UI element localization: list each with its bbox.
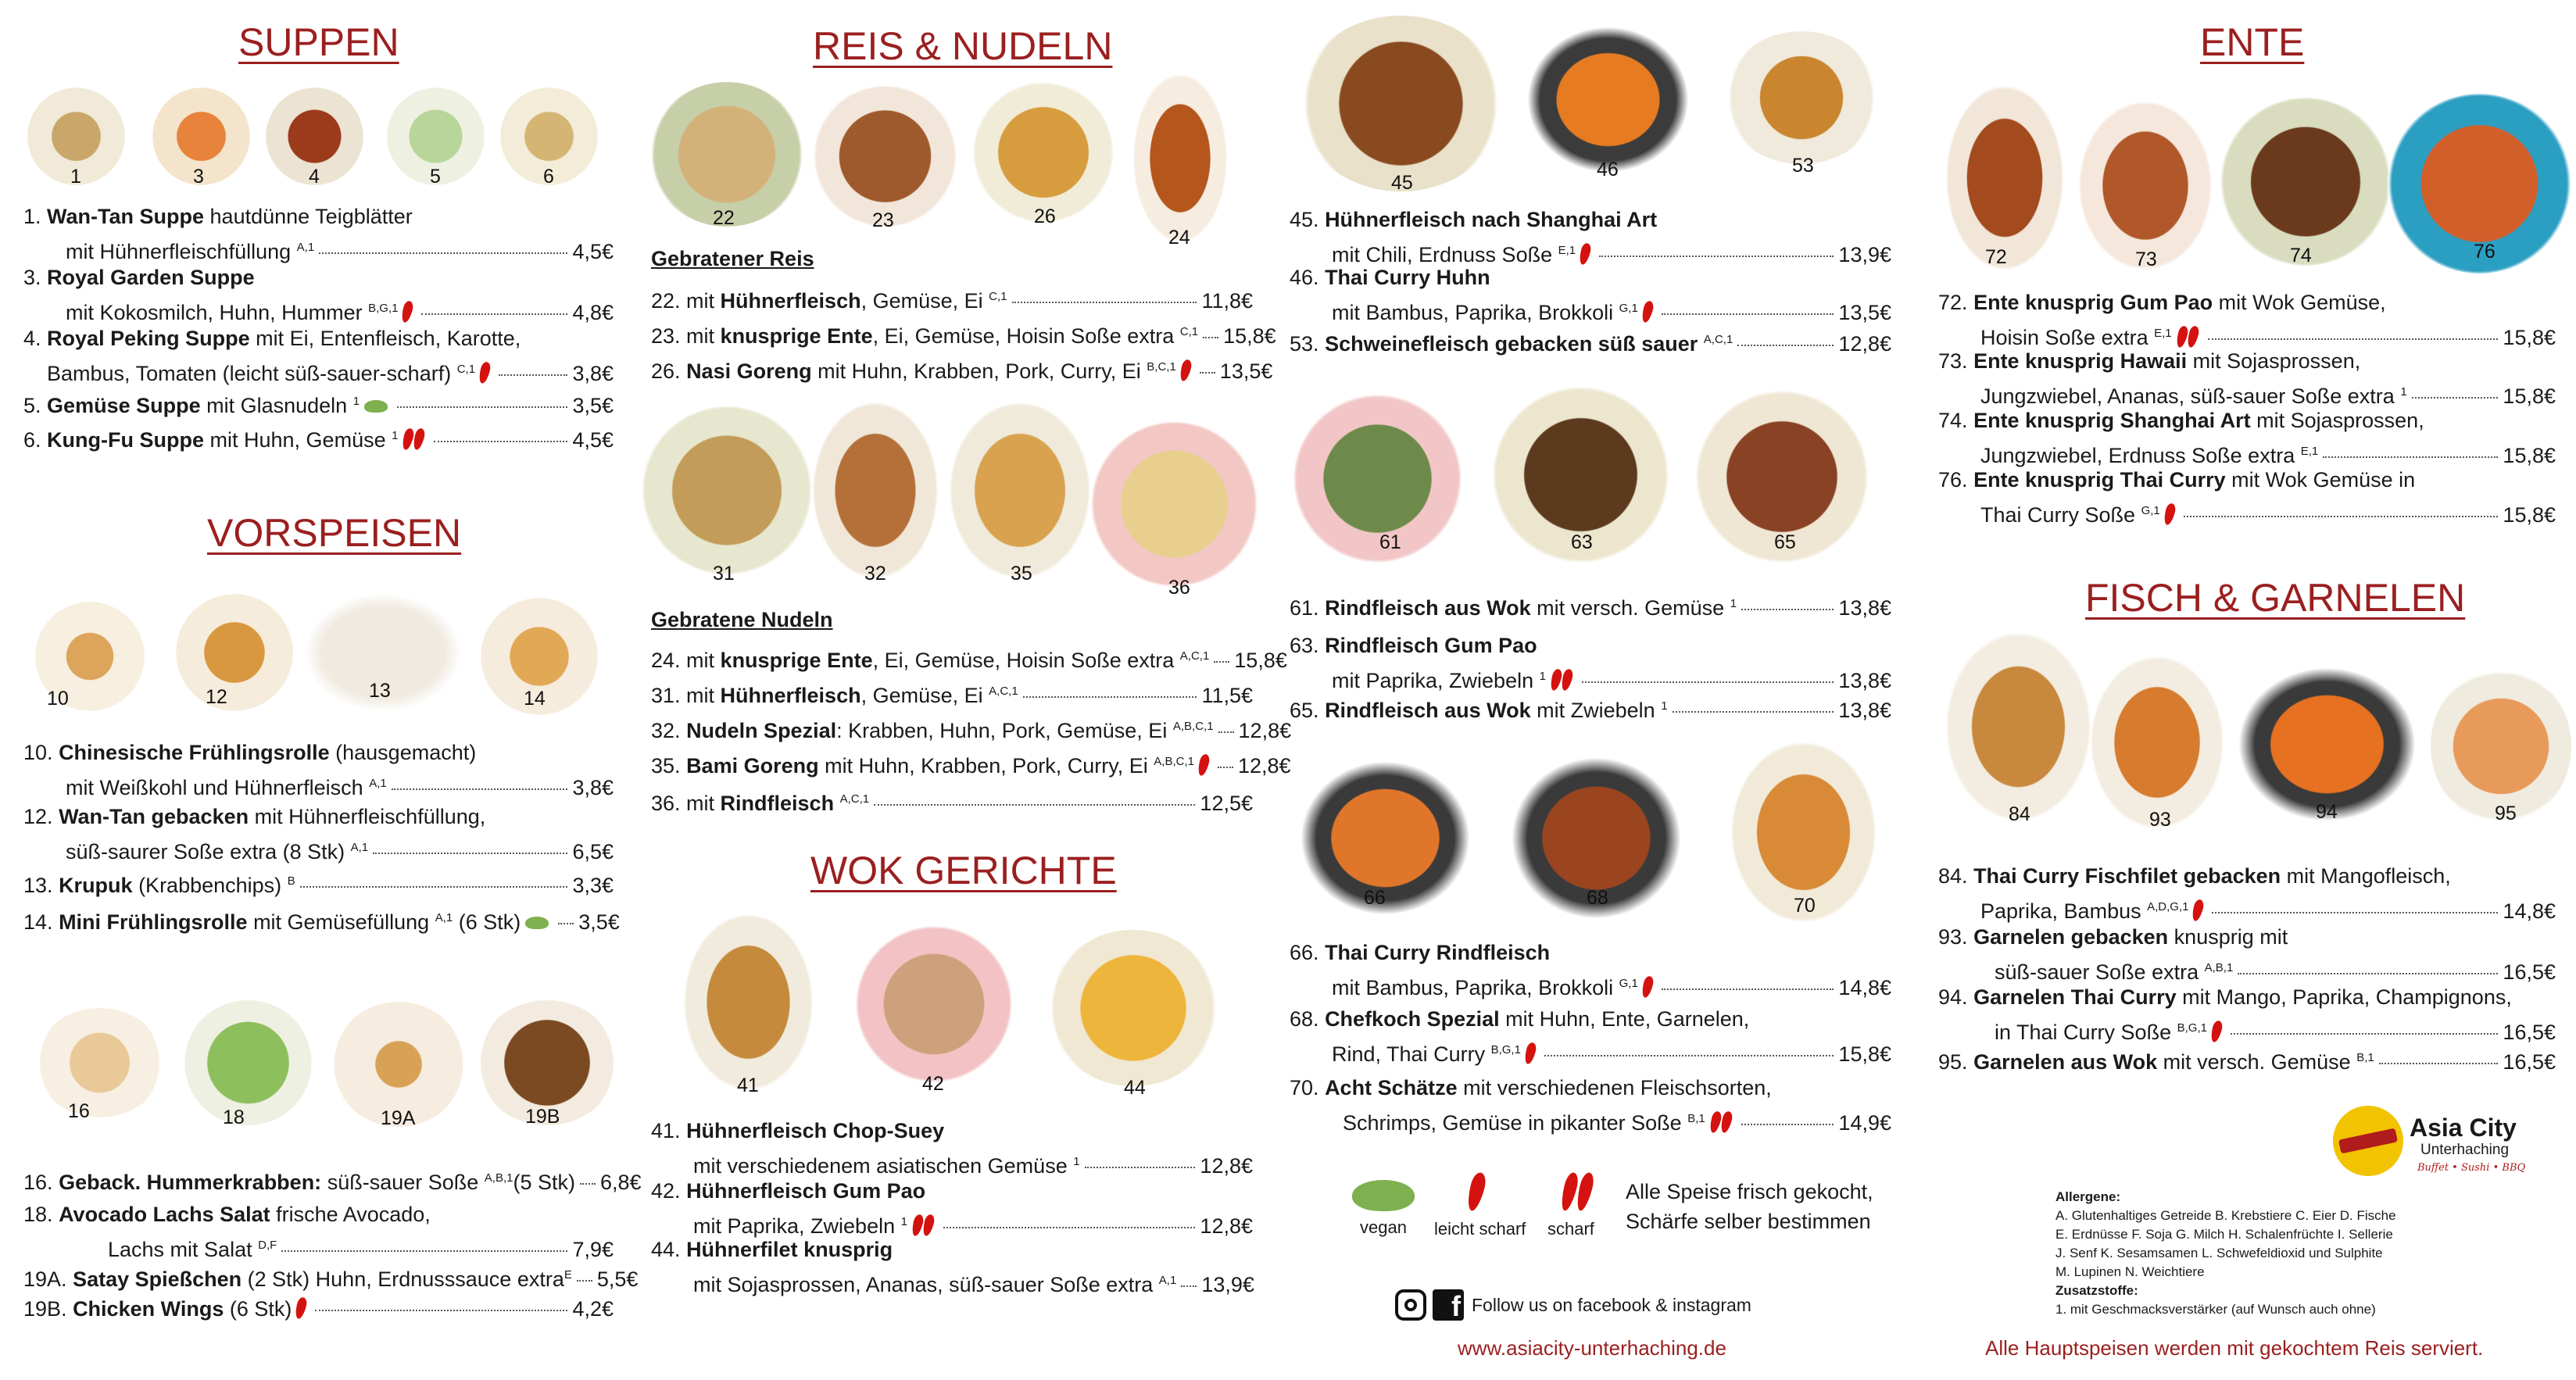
- menu-item: 45. Hühnerfleisch nach Shanghai Art mit Chili, Erdnuss Soße $^{E,1}$ 13,9€: [1290, 205, 1891, 270]
- dish-number: 68: [1587, 887, 1608, 909]
- dish-photo: [1090, 422, 1258, 599]
- zusatzstoffe-title: Zusatzstoffe:: [2055, 1283, 2138, 1298]
- dish-number: 13: [369, 680, 391, 702]
- menu-item: 61. Rindfleisch aus Wok mit versch. Gemüse $^1$ 13,8€: [1290, 588, 1891, 624]
- vegan-leaf-icon: [525, 917, 549, 929]
- price: 13,9€: [1838, 243, 1891, 266]
- dish-photo: [2239, 668, 2415, 823]
- allergene-line: A. Glutenhaltiges Getreide B. Krebstiere C. Eier D. Fische: [2055, 1208, 2396, 1223]
- dish-number: 45: [1391, 172, 1413, 194]
- dish-photo: [266, 88, 363, 188]
- dish-photo: [973, 82, 1114, 227]
- menu-item: 35. Bami Goreng mit Huhn, Krabben, Pork, Curry, Ei $^{A,B,C,1}$ 12,8€: [651, 746, 1253, 781]
- dish-number: 93: [2149, 809, 2171, 831]
- chili-double-icon: [1710, 1108, 1732, 1139]
- dish-number: 65: [1774, 531, 1796, 553]
- price: 3,8€: [572, 362, 614, 385]
- chili-icon: [1465, 1171, 1488, 1213]
- dish-number: 72: [1985, 246, 2007, 268]
- dish-number: 18: [223, 1107, 245, 1128]
- dish-photo: [2431, 668, 2571, 824]
- dish-photo: [1493, 387, 1669, 563]
- chili-icon: [1179, 359, 1193, 382]
- section-title-reis-nudeln: REIS & NUDELN: [813, 24, 1113, 68]
- price: 13,5€: [1219, 359, 1273, 383]
- price: 11,8€: [1201, 289, 1253, 313]
- menu-item: 13. Krupuk (Krabbenchips) $^B$ 3,3€: [23, 866, 614, 901]
- price: 13,8€: [1838, 699, 1891, 722]
- dish-photo: [477, 1000, 617, 1128]
- chili-icon: [1640, 300, 1655, 324]
- dish-number: 12: [206, 686, 227, 708]
- menu-item: 19A. Satay Spießchen (2 Stk) Huhn, Erdnusssauce extra$^E$ 5,5€: [23, 1260, 614, 1295]
- menu-item: 46. Thai Curry Huhn mit Bambus, Paprika, Brokkoli $^{G,1}$ 13,5€: [1290, 263, 1891, 328]
- dish-photo: [1293, 395, 1462, 563]
- dish-photo: [813, 402, 938, 585]
- dish-number: 63: [1571, 531, 1593, 553]
- dish-number: 41: [737, 1074, 759, 1096]
- dish-photo: [184, 1000, 313, 1128]
- dish-photo: [1946, 86, 2063, 270]
- dish-photo: [1731, 742, 1876, 922]
- dish-photo: [1512, 758, 1680, 918]
- dish-number: 32: [864, 563, 886, 585]
- dish-number: 3: [193, 166, 204, 188]
- dish-photo: [332, 1002, 465, 1127]
- chili-icon: [400, 300, 414, 324]
- logo-tagline: Buffet • Sushi • BBQ: [2417, 1162, 2526, 1174]
- menu-item: 73. Ente knusprig Hawaii mit Sojasprossen, Jungzwiebel, Ananas, süß-sauer Soße extra $^1$ 15,8€: [1938, 346, 2556, 412]
- menu-item: 26. Nasi Goreng mit Huhn, Krabben, Pork, Curry, Ei $^{B,C,1}$ 13,5€: [651, 352, 1253, 387]
- menu-item: 42. Hühnerfleisch Gum Pao mit Paprika, Zwiebeln $^1$ 12,8€: [651, 1176, 1253, 1242]
- menu-item: 10. Chinesische Frühlingsrolle (hausgemacht) mit Weißkohl und Hühnerfleisch $^{A,1}$ 3,8€: [23, 738, 614, 803]
- dish-photo: [387, 88, 485, 188]
- legend-scharf: scharf: [1547, 1219, 1594, 1239]
- price: 12,8€: [1238, 719, 1292, 742]
- dish-photo: [950, 402, 1090, 585]
- dish-number: 26: [1034, 206, 1056, 227]
- price: 7,9€: [572, 1238, 614, 1261]
- menu-item: 95. Garnelen aus Wok mit versch. Gemüse $^{B,1}$ 16,5€: [1938, 1042, 2556, 1078]
- chili-icon: [2209, 1020, 2224, 1043]
- allergene-line: J. Senf K. Sesamsamen L. Schwefeldioxid und Sulphite: [2055, 1246, 2383, 1260]
- price: 15,8€: [2503, 384, 2556, 408]
- menu-item: 41. Hühnerfleisch Chop-Suey mit verschiedenem asiatischen Gemüse $^1$ 12,8€: [651, 1116, 1253, 1182]
- menu-item: 66. Thai Curry Rindfleisch mit Bambus, Paprika, Brokkoli $^{G,1}$ 14,8€: [1290, 938, 1891, 1003]
- menu-item: 19B. Chicken Wings (6 Stk) 4,2€: [23, 1294, 614, 1325]
- menu-item: 70. Acht Schätze mit verschiedenen Fleischsorten, Schrimps, Gemüse in pikanter Soße $^{B,1}$ 14,9€: [1290, 1073, 1891, 1139]
- subheading-gebratener-reis: Gebratener Reis: [651, 247, 814, 270]
- allergene-block: [2055, 1188, 2462, 1319]
- dish-number: 76: [2474, 241, 2496, 263]
- dish-photo: [649, 82, 805, 227]
- dish-photo: [152, 88, 250, 188]
- social-text: Follow us on facebook & instagram: [1472, 1294, 1751, 1315]
- restaurant-logo: [2333, 1106, 2560, 1192]
- dish-number: 31: [713, 563, 735, 585]
- price: 13,5€: [1838, 301, 1891, 324]
- dish-number: 35: [1011, 563, 1032, 585]
- facebook-icon[interactable]: f: [1433, 1289, 1464, 1321]
- menu-item: 53. Schweinefleisch gebacken süß sauer $^{A,C,1}$ 12,8€: [1290, 324, 1891, 359]
- menu-item: 94. Garnelen Thai Curry mit Mango, Paprika, Champignons, in Thai Curry Soße $^{B,G,1}$ 16,5€: [1938, 982, 2556, 1048]
- section-title-wok-gerichte: WOK GERICHTE: [810, 849, 1117, 892]
- dish-number: 46: [1597, 159, 1619, 181]
- price: 4,8€: [572, 301, 614, 324]
- menu-item: 93. Garnelen gebacken knusprig mit süß-sauer Soße extra $^{A,B,1}$ 16,5€: [1938, 922, 2556, 988]
- price: 4,2€: [572, 1297, 614, 1321]
- spice-legend: [1340, 1172, 1887, 1258]
- price: 13,9€: [1201, 1273, 1254, 1296]
- menu-item: 4. Royal Peking Suppe mit Ei, Entenfleisch, Karotte, Bambus, Tomaten (leicht süß-sauer-scharf) $^{C,1}$ 3,8€: [23, 324, 614, 389]
- dish-photo: [641, 406, 813, 585]
- logo-emblem-icon: [2333, 1106, 2403, 1176]
- logo-subtitle: Unterhaching: [2420, 1142, 2510, 1158]
- vegan-leaf-icon: [364, 400, 388, 413]
- price: 4,5€: [572, 428, 614, 452]
- dish-photo: [2388, 94, 2571, 273]
- vegan-leaf-icon: [1352, 1180, 1415, 1211]
- price: 6,5€: [572, 840, 614, 863]
- chili-double-icon: [402, 425, 424, 456]
- dish-number: 23: [872, 209, 894, 231]
- dish-number: 19B: [525, 1106, 560, 1128]
- menu-item: 84. Thai Curry Fischfilet gebacken mit Mangofleisch, Paprika, Bambus $^{A,D,G,1}$ 14,8€: [1938, 861, 2556, 927]
- price: 16,5€: [2503, 1021, 2556, 1044]
- dish-photo: [1297, 16, 1504, 194]
- dish-number: 16: [68, 1100, 90, 1122]
- dish-photo: [1946, 633, 2091, 825]
- price: 3,5€: [578, 910, 620, 934]
- price: 12,8€: [1200, 1214, 1253, 1238]
- price: 4,5€: [572, 240, 614, 263]
- menu-item: 12. Wan-Tan gebacken mit Hühnerfleischfüllung, süß-saurer Soße extra (8 Stk) $^{A,1}$ 6,5€: [23, 802, 614, 867]
- dish-number: 94: [2316, 801, 2338, 823]
- dish-photo: [35, 1008, 164, 1122]
- dish-number: 44: [1124, 1077, 1146, 1099]
- price: 6,8€: [599, 1171, 642, 1194]
- menu-item: 14. Mini Frühlingsrolle mit Gemüsefüllung $^{A,1}$ (6 Stk) 3,5€: [23, 903, 614, 938]
- price: 15,8€: [1223, 324, 1276, 348]
- instagram-icon[interactable]: [1395, 1289, 1426, 1321]
- dish-number: 73: [2135, 248, 2157, 270]
- dish-photo: [1301, 762, 1469, 914]
- website-link[interactable]: www.asiacity-unterhaching.de: [1458, 1336, 1726, 1360]
- price: 14,8€: [2503, 899, 2556, 923]
- dish-number: 70: [1794, 895, 1816, 917]
- price: 13,8€: [1838, 596, 1891, 620]
- dish-number: 53: [1792, 155, 1814, 177]
- dish-number: 19A: [381, 1107, 416, 1129]
- social-row: [1395, 1289, 1751, 1321]
- dish-number: 61: [1379, 531, 1401, 553]
- chili-icon: [2191, 899, 2205, 922]
- price: 15,8€: [1838, 1042, 1891, 1066]
- logo-title: Asia City: [2410, 1114, 2517, 1142]
- price: 3,8€: [572, 776, 614, 799]
- dish-number: 36: [1168, 577, 1190, 599]
- dish-number: 42: [922, 1073, 944, 1095]
- dish-photo: [1723, 31, 1880, 177]
- menu-item: 63. Rindfleisch Gum Pao mit Paprika, Zwiebeln $^1$ 13,8€: [1290, 631, 1891, 696]
- dish-photo: [27, 88, 125, 188]
- menu-item: 65. Rindfleisch aus Wok mit Zwiebeln $^1$ 13,8€: [1290, 691, 1891, 726]
- chili-icon: [2163, 502, 2177, 526]
- price: 14,9€: [1838, 1111, 1891, 1135]
- price: 3,3€: [572, 874, 614, 897]
- price: 11,5€: [1201, 684, 1253, 707]
- allergene-line: E. Erdnüsse F. Soja G. Milch H. Schalenfrüchte I. Sellerie: [2055, 1227, 2393, 1242]
- legend-leicht-scharf: leicht scharf: [1434, 1219, 1526, 1239]
- price: 12,8€: [1838, 332, 1891, 356]
- price: 16,5€: [2503, 1050, 2556, 1074]
- dish-photo: [481, 598, 598, 715]
- dish-number: 84: [2009, 803, 2030, 825]
- dish-photo: [500, 88, 598, 188]
- dish-number: 6: [543, 166, 554, 188]
- menu-item: 76. Ente knusprig Thai Curry mit Wok Gemüse in Thai Curry Soße $^{G,1}$ 15,8€: [1938, 465, 2556, 531]
- dish-number: 5: [430, 166, 441, 188]
- dish-photo: [813, 86, 957, 231]
- chili-icon: [1523, 1042, 1537, 1065]
- price: 15,8€: [1234, 649, 1287, 672]
- legend-vegan: vegan: [1360, 1217, 1407, 1237]
- dish-photo: [2091, 656, 2224, 831]
- dish-photo: [1047, 930, 1219, 1099]
- price: 15,8€: [2503, 326, 2556, 349]
- dish-number: 10: [47, 688, 69, 710]
- price: 16,5€: [2503, 960, 2556, 984]
- dish-photo: [35, 602, 145, 711]
- menu-item: 68. Chefkoch Spezial mit Huhn, Ente, Garnelen, Rind, Thai Curry $^{B,G,1}$ 15,8€: [1290, 1004, 1891, 1070]
- dish-number: 66: [1364, 887, 1386, 909]
- allergene-title: Allergene:: [2055, 1189, 2121, 1204]
- section-title-suppen: SUPPEN: [238, 20, 399, 64]
- chili-icon: [294, 1296, 308, 1320]
- menu-item: 44. Hühnerfilet knusprig mit Sojasprossen, Ananas, süß-sauer Soße extra $^{A,1}$ 13,9€: [651, 1235, 1253, 1300]
- menu-item: 23. mit knusprige Ente, Ei, Gemüse, Hoisin Soße extra $^{C,1}$ 15,8€: [651, 316, 1253, 352]
- dish-photo: [2220, 98, 2392, 266]
- menu-item: 22. mit Hühnerfleisch, Gemüse, Ei $^{C,1}$ 11,8€: [651, 281, 1253, 316]
- menu-item: 18. Avocado Lachs Salat frische Avocado, Lachs mit Salat $^{D,F}$ 7,9€: [23, 1199, 614, 1265]
- dish-photo: [1133, 74, 1227, 248]
- price: 14,8€: [1838, 976, 1891, 999]
- menu-item: 36. mit Rindfleisch $^{A,C,1}$ 12,5€: [651, 784, 1253, 819]
- dish-photo: [1528, 27, 1688, 181]
- price: 12,8€: [1200, 1154, 1253, 1178]
- dish-number: 24: [1168, 227, 1190, 248]
- dish-number: 14: [524, 688, 546, 710]
- legend-note-2: Schärfe selber bestimmen: [1626, 1210, 1871, 1233]
- dish-photo: [176, 594, 293, 711]
- zusatzstoffe-line: 1. mit Geschmacksverstärker (auf Wunsch auch ohne): [2055, 1302, 2376, 1317]
- dish-photo: [856, 926, 1012, 1095]
- dish-photo: [305, 594, 461, 711]
- price: 15,8€: [2503, 503, 2556, 527]
- menu-item: 74. Ente knusprig Shanghai Art mit Sojasprossen, Jungzwiebel, Erdnuss Soße extra $^{E,1}$ 15,8€: [1938, 406, 2556, 471]
- subheading-gebratene-nudeln: Gebratene Nudeln: [651, 608, 833, 631]
- legend-note-1: Alle Speise frisch gekocht,: [1626, 1180, 1873, 1203]
- section-title-vorspeisen: VORSPEISEN: [207, 511, 462, 555]
- menu-item: 16. Geback. Hummerkrabben: süß-sauer Soße $^{A,B,1}$(5 Stk) 6,8€: [23, 1163, 614, 1198]
- price: 15,8€: [2503, 444, 2556, 467]
- section-title-ente: ENTE: [2200, 20, 2305, 64]
- dish-number: 1: [70, 166, 81, 188]
- chili-icon: [478, 361, 492, 384]
- price: 13,8€: [1838, 669, 1891, 692]
- menu-item: 24. mit knusprige Ente, Ei, Gemüse, Hoisin Soße extra $^{A,C,1}$ 15,8€: [651, 641, 1253, 676]
- footer-note: Alle Hauptspeisen werden mit gekochtem Reis serviert.: [1985, 1336, 2484, 1360]
- menu-item: 5. Gemüse Suppe mit Glasnudeln $^1$ 3,5€: [23, 386, 614, 421]
- price: 12,8€: [1237, 754, 1291, 778]
- menu-item: 3. Royal Garden Suppe mit Kokosmilch, Huhn, Hummer $^{B,G,1}$ 4,8€: [23, 263, 614, 328]
- chili-icon: [1640, 975, 1655, 999]
- menu-item: 32. Nudeln Spezial: Krabben, Huhn, Pork, Gemüse, Ei $^{A,B,C,1}$ 12,8€: [651, 711, 1253, 746]
- menu-item: 1. Wan-Tan Suppe hautdünne Teigblätter mit Hühnerfleischfüllung $^{A,1}$ 4,5€: [23, 202, 614, 267]
- price: 3,5€: [572, 394, 614, 417]
- price: 5,5€: [596, 1267, 639, 1291]
- menu-item: 31. mit Hühnerfleisch, Gemüse, Ei $^{A,C,1}$ 11,5€: [651, 676, 1253, 711]
- menu-item: 6. Kung-Fu Suppe mit Huhn, Gemüse $^1$ 4,5€: [23, 420, 614, 456]
- dish-number: 22: [713, 207, 735, 229]
- chili-icon: [1197, 753, 1211, 777]
- dish-photo: [2079, 102, 2212, 270]
- menu-item: 72. Ente knusprig Gum Pao mit Wok Gemüse, Hoisin Soße extra $^{E,1}$ 15,8€: [1938, 288, 2556, 353]
- dish-photo: [1696, 391, 1868, 563]
- dish-number: 95: [2495, 803, 2517, 824]
- section-title-fisch-garnelen: FISCH & GARNELEN: [2085, 576, 2466, 620]
- dish-number: 4: [309, 166, 320, 188]
- price: 12,5€: [1200, 792, 1253, 815]
- allergene-line: M. Lupinen N. Weichtiere: [2055, 1264, 2205, 1279]
- dish-photo: [684, 914, 813, 1096]
- dish-number: 74: [2290, 245, 2312, 266]
